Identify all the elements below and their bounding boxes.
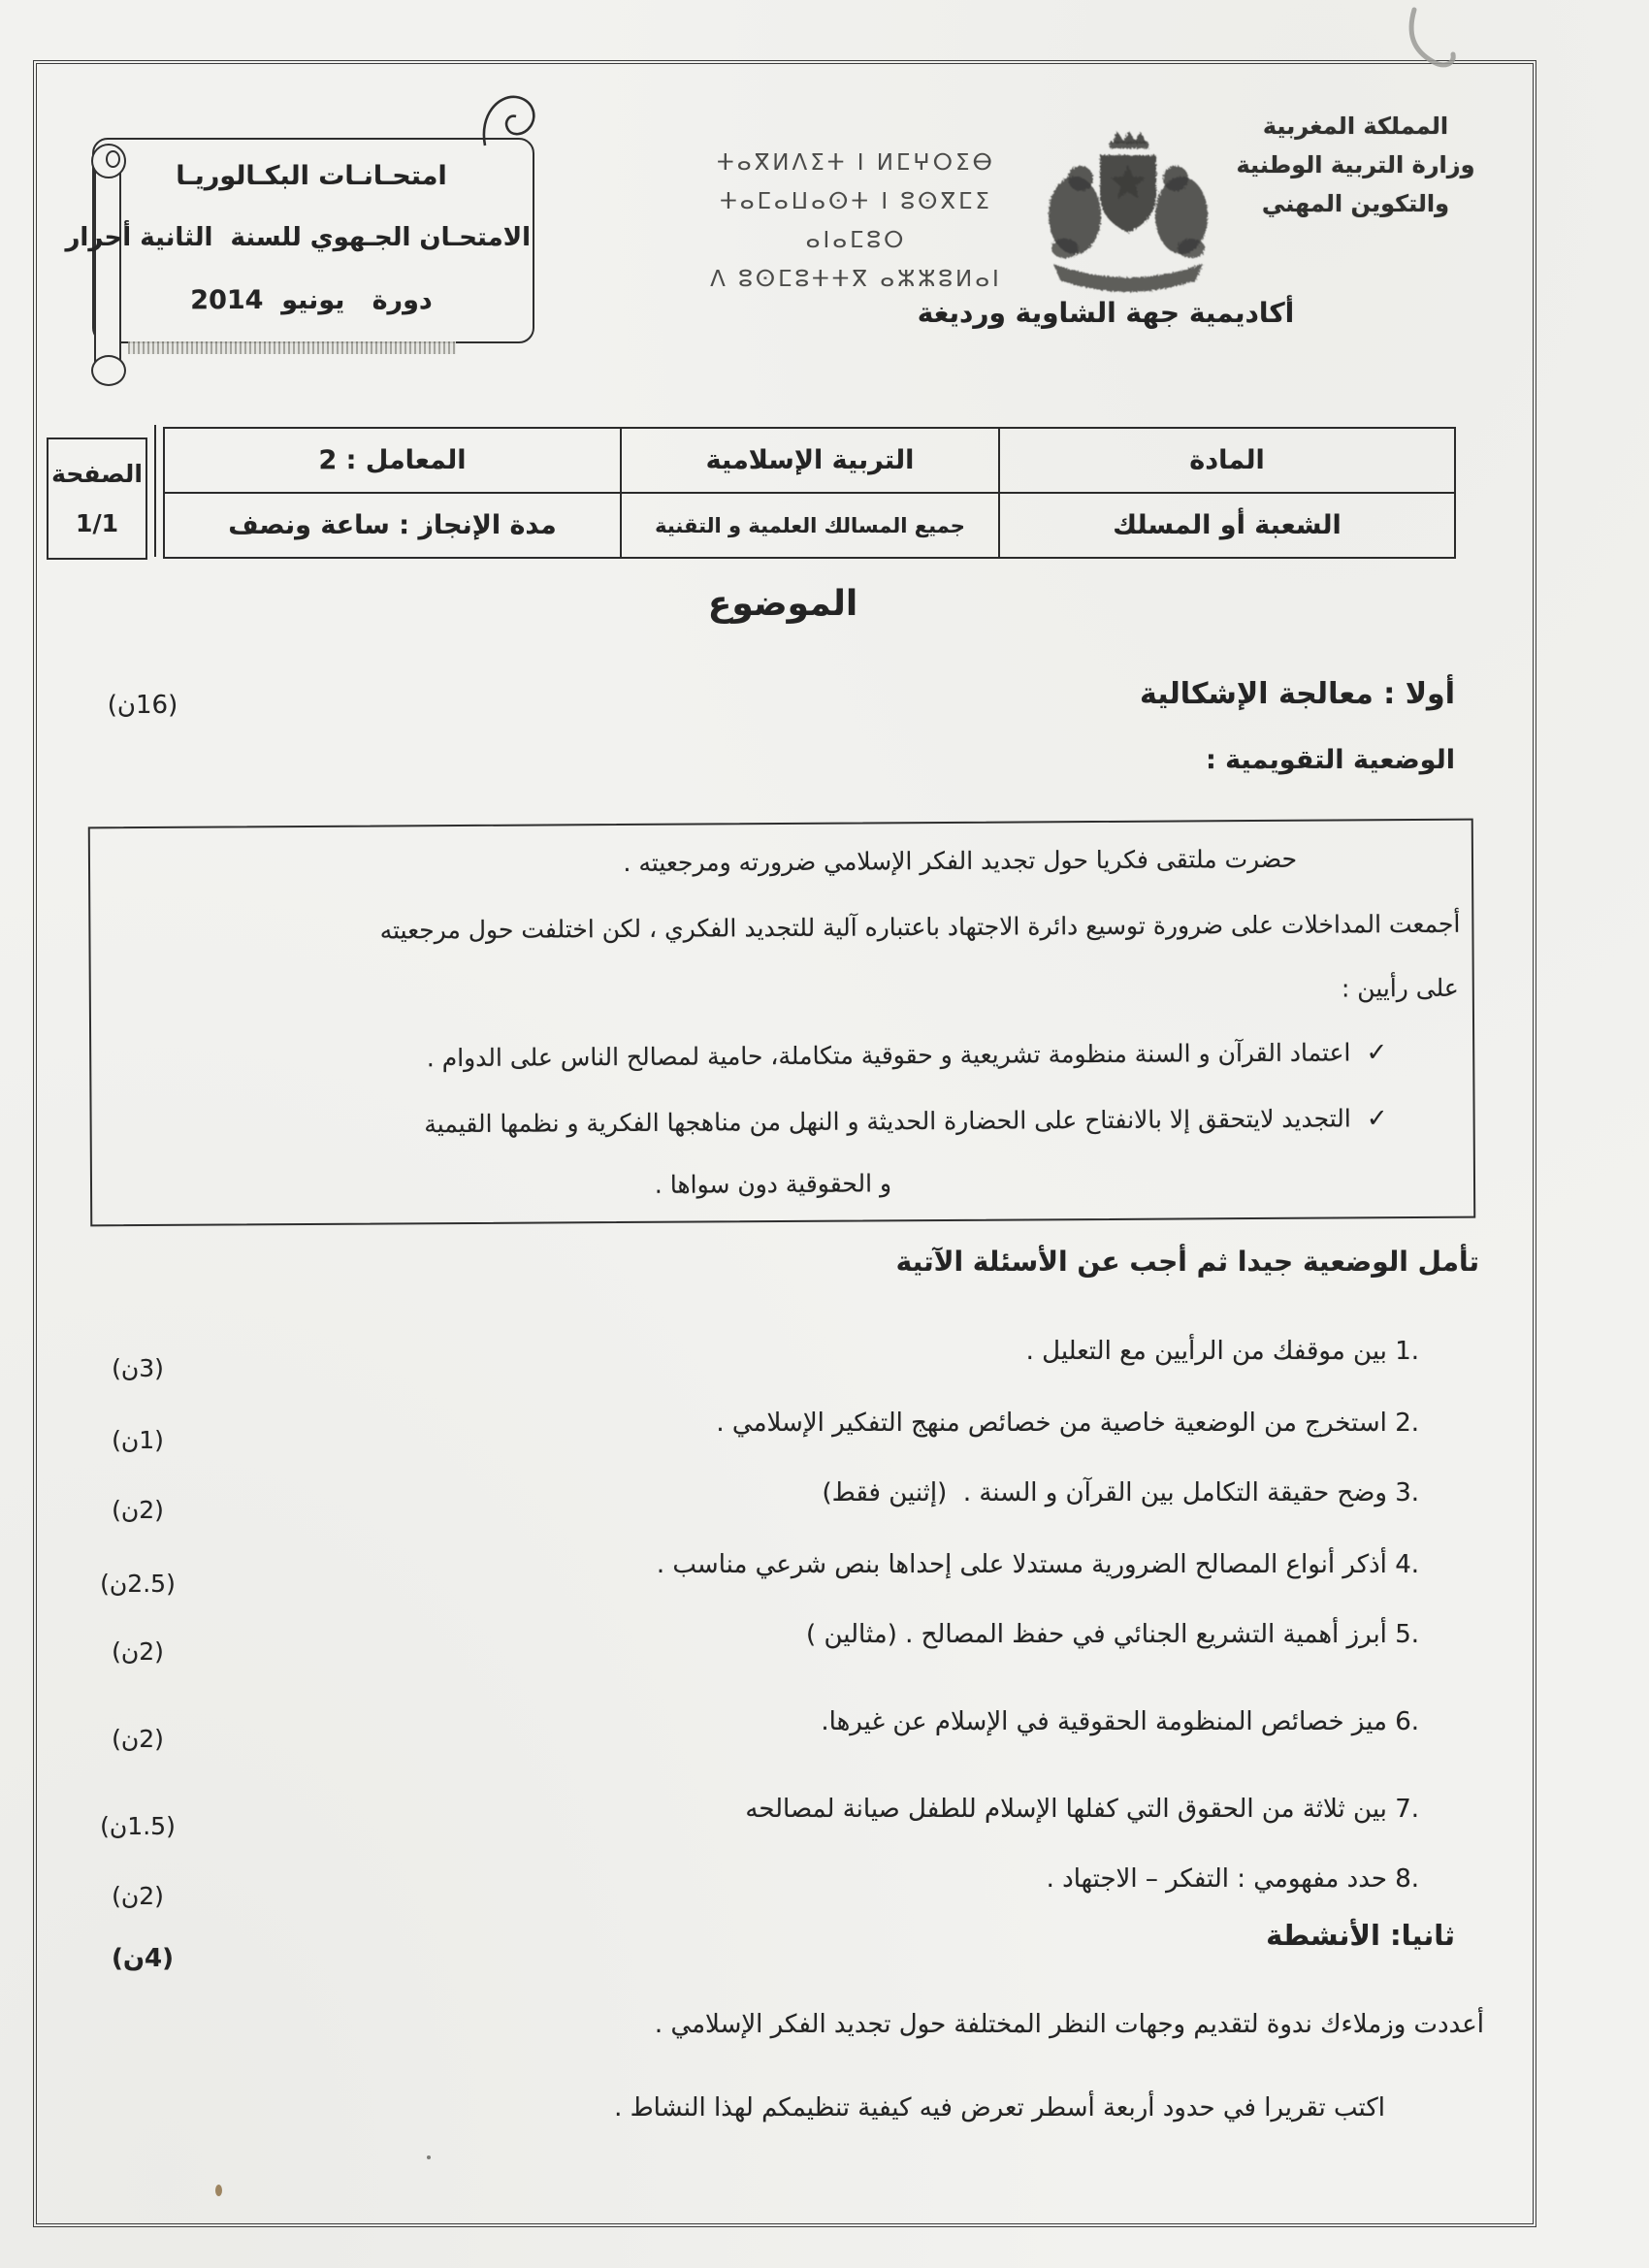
question-6-mark: (2ن) bbox=[112, 1725, 164, 1753]
question-1-text: بين موقفك من الرأيين مع التعليل . bbox=[1025, 1337, 1387, 1366]
cell-duration: مدة الإنجاز : ساعة ونصف bbox=[165, 492, 620, 557]
question-1 bbox=[1026, 1337, 1419, 1366]
question-8 bbox=[1047, 1864, 1419, 1894]
section1-heading: أولا : معالجة الإشكالية bbox=[1140, 677, 1455, 711]
question-5-number: 5. bbox=[1395, 1620, 1419, 1649]
instruction-line: تأمل الوضعية جيدا ثم أجب عن الأسئلة الآتية bbox=[895, 1246, 1479, 1278]
section1-mark: (16ن) bbox=[107, 691, 178, 720]
activity-p2: اكتب تقريرا في حدود أربعة أسطر تعرض فيه كيفية تنظيمكم لهذا النشاط . bbox=[614, 2093, 1385, 2122]
banner-title-line1: امتحـانـات البكـالوريـا bbox=[176, 161, 447, 191]
question-6-text: ميز خصائص المنظومة الحقوقية في الإسلام عن غيرها. bbox=[821, 1707, 1387, 1736]
situation-p1: حضرت ملتقى فكريا حول تجديد الفكر الإسلامي ضرورته ومرجعيته . bbox=[623, 844, 1298, 877]
ministry-line: وزارة التربية الوطنية bbox=[1236, 151, 1475, 178]
cell-track-label: الشعبة أو المسلك bbox=[998, 492, 1454, 557]
bullet-2-continuation: و الحقوقية دون سواها . bbox=[654, 1169, 892, 1199]
scroll-shadow-strip bbox=[128, 341, 456, 354]
question-5 bbox=[806, 1620, 1419, 1649]
tifinagh-line2: ⵜⴰⵎⴰⵡⴰⵙⵜ ⵏ ⵓⵙⴳⵎⵉ ⴰⵏⴰⵎⵓⵔ bbox=[720, 189, 992, 253]
bullet-item-2 bbox=[424, 1104, 1387, 1139]
cell-subject-value: التربية الإسلامية bbox=[620, 429, 998, 492]
check-icon: ✓ bbox=[1366, 1104, 1388, 1134]
question-3-text: وضح حقيقة التكامل بين القرآن و السنة . (إثنين فقط) bbox=[822, 1478, 1387, 1507]
question-1-number: 1. bbox=[1395, 1337, 1419, 1366]
tifinagh-line3: ⴷ ⵓⵙⵎⵓⵜⵜⴳ ⴰⵣⵣⵓⵍⴰⵏ bbox=[710, 267, 1002, 292]
banner-title-line2: الامتحـان الجـهوي للسنة الثانية أحرار bbox=[65, 223, 531, 252]
question-2-text: استخرج من الوضعية خاصية من خصائص منهج التفكير الإسلامي . bbox=[716, 1409, 1387, 1438]
scroll-corner-curl-icon bbox=[477, 89, 541, 151]
question-6-number: 6. bbox=[1395, 1707, 1419, 1736]
question-4 bbox=[657, 1550, 1419, 1579]
question-4-number: 4. bbox=[1395, 1550, 1419, 1579]
question-3 bbox=[823, 1478, 1419, 1507]
question-3-number: 3. bbox=[1395, 1478, 1419, 1507]
ink-speck-artifact bbox=[215, 2185, 222, 2196]
activity-p1: أعددت وزملاءك ندوة لتقديم وجهات النظر المختلفة حول تجديد الفكر الإسلامي . bbox=[654, 2010, 1484, 2039]
section2-heading: ثانيا: الأنشطة bbox=[1266, 1919, 1455, 1952]
ministry-header bbox=[1193, 107, 1518, 223]
banner-session-line: دورة يونيو 2014 bbox=[190, 285, 433, 315]
situation-box bbox=[88, 819, 1475, 1227]
question-4-mark: (2.5ن) bbox=[100, 1570, 176, 1598]
check-icon: ✓ bbox=[1366, 1038, 1388, 1068]
exam-info-table bbox=[163, 427, 1456, 559]
moroccan-coat-of-arms-icon bbox=[1026, 122, 1230, 295]
cell-coefficient: المعامل : 2 bbox=[318, 445, 467, 475]
table-double-rule bbox=[154, 425, 156, 557]
question-2 bbox=[716, 1409, 1419, 1438]
question-1-mark: (3ن) bbox=[112, 1354, 164, 1382]
question-8-number: 8. bbox=[1395, 1864, 1419, 1894]
question-7-mark: (1.5ن) bbox=[100, 1812, 176, 1840]
question-5-mark: (2ن) bbox=[112, 1637, 164, 1666]
situation-p3: على رأيين : bbox=[1341, 973, 1459, 1003]
page-number-value: 1/1 bbox=[76, 508, 118, 537]
scroll-roll-bottom-curl-icon bbox=[91, 355, 126, 386]
question-2-mark: (1ن) bbox=[112, 1426, 164, 1454]
situation-p2: أجمعت المداخلات على ضرورة توسيع دائرة الاجتهاد باعتباره آلية للتجديد الفكري ، لكن اختلفت حول مرجعيته bbox=[379, 909, 1461, 945]
cell-track-value: جميع المسالك العلمية و التقنية bbox=[620, 492, 998, 557]
question-8-mark: (2ن) bbox=[112, 1882, 164, 1910]
bullet-item-1 bbox=[427, 1038, 1388, 1073]
question-7-text: بين ثلاثة من الحقوق التي كفلها الإسلام للطفل صيانة لمصالحه bbox=[745, 1795, 1387, 1824]
question-6 bbox=[821, 1707, 1419, 1736]
scroll-roll-icon bbox=[94, 161, 121, 373]
vocational-line: والتكوين المهني bbox=[1261, 190, 1450, 217]
section2-mark: (4ن) bbox=[111, 1944, 175, 1973]
dust-dot-artifact bbox=[427, 2155, 431, 2159]
kingdom-line: المملكة المغربية bbox=[1262, 113, 1449, 140]
cell-subject-label: المادة bbox=[998, 429, 1454, 492]
question-7 bbox=[745, 1795, 1419, 1824]
academy-title: أكاديمية جهة الشاوية ورديغة bbox=[917, 297, 1295, 329]
tifinagh-header bbox=[679, 144, 1033, 299]
bullet-2-text: التجديد لايتحقق إلا بالانفتاح على الحضارة الحديثة و النهل من مناهجها الفكرية و نظمها القيمية bbox=[424, 1104, 1351, 1139]
bullet-1-text: اعتماد القرآن و السنة منظومة تشريعية و حقوقية متكاملة، حامية لمصالح الناس على الدوام . bbox=[426, 1038, 1351, 1073]
topic-title: الموضوع bbox=[707, 584, 858, 624]
page-number-label: الصفحة bbox=[51, 460, 143, 489]
question-2-number: 2. bbox=[1395, 1409, 1419, 1438]
question-5-text: أبرز أهمية التشريع الجنائي في حفظ المصالح . (مثالين ) bbox=[806, 1620, 1387, 1649]
page-number-box bbox=[47, 437, 147, 560]
tifinagh-line1: ⵜⴰⴳⵍⴷⵉⵜ ⵏ ⵍⵎⵖⵔⵉⴱ bbox=[717, 150, 995, 176]
question-7-number: 7. bbox=[1395, 1795, 1419, 1824]
question-3-mark: (2ن) bbox=[112, 1496, 164, 1524]
situation-label: الوضعية التقويمية : bbox=[1205, 745, 1455, 775]
paper-curl-artifact-icon bbox=[1405, 4, 1465, 76]
question-4-text: أذكر أنواع المصالح الضرورية مستدلا على إحداها بنص شرعي مناسب . bbox=[656, 1550, 1387, 1579]
question-8-text: حدد مفهومي : التفكر – الاجتهاد . bbox=[1046, 1864, 1387, 1894]
